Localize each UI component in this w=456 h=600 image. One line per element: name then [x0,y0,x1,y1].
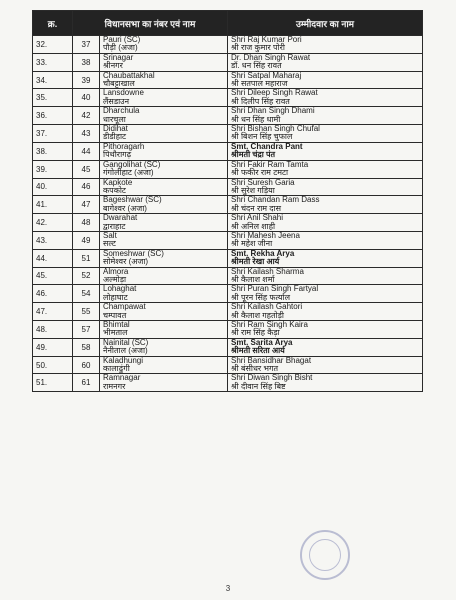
constituency-name-en: Ramnagar [103,373,141,383]
constituency-number: 54 [73,285,100,303]
table-row [33,196,423,214]
constituency-name-hi: डीडीहाट [103,132,127,142]
candidate-table [32,10,423,392]
table-row [33,142,423,160]
candidate-name [228,338,423,356]
candidate-name [228,36,423,54]
constituency-number: 45 [73,160,100,178]
constituency-name-hi: चौबट्टाखाल [103,79,135,89]
candidate-name-hi: श्री दिलीप सिंह रावत [231,96,290,106]
constituency-number: 49 [73,231,100,249]
constituency-name [100,125,228,143]
constituency-name [100,285,228,303]
constituency-name-hi: लैंसडाउन [103,96,130,106]
constituency-number: 47 [73,196,100,214]
constituency-name-en: Someshwar (SC) [103,249,164,258]
constituency-number: 61 [73,374,100,392]
constituency-name [100,214,228,232]
candidate-name-hi: श्री अनिल शाही [231,221,276,231]
constituency-name [100,303,228,321]
constituency-name [100,36,228,54]
candidate-name-hi: श्री बिशन सिंह चुफाल [231,132,293,142]
candidate-name-en: Dr. Dhan Singh Rawat [231,53,311,62]
candidate-name-en: Smt. Sarita Arya [231,338,293,347]
constituency-name-en: Nainital (SC) [103,338,149,347]
candidate-name [228,303,423,321]
constituency-number: 46 [73,178,100,196]
constituency-name-hi: भीमताल [103,328,128,338]
candidate-name-hi: श्री पूरन सिंह फर्त्याल [231,292,291,302]
row-sno: 47. [33,303,73,321]
header-candidate: उम्मीदवार का नाम [228,11,423,36]
row-sno: 50. [33,356,73,374]
constituency-name-hi: कालाढुंगी [103,364,130,374]
candidate-name [228,231,423,249]
constituency-name-en: Lohaghat [103,284,137,294]
constituency-number: 60 [73,356,100,374]
table-header-row [33,11,423,36]
constituency-number: 43 [73,125,100,143]
candidate-name-hi: श्री सुरेश गड़िया [231,185,275,195]
table-row [33,321,423,339]
table-row [33,53,423,71]
constituency-name-en: Srinagar [103,53,134,62]
table-row [33,71,423,89]
constituency-name-en: Lansdowne [103,88,144,98]
constituency-name-hi: धारचूला [103,114,126,124]
candidate-name-en: Shri Suresh Garia [231,178,295,187]
candidate-name [228,125,423,143]
candidate-name-hi: श्रीमती सरिता आर्य [231,346,285,356]
constituency-name-en: Champawat [103,302,146,312]
constituency-name-en: Gangolihat (SC) [103,160,161,169]
constituency-name-en: Kapkote [103,178,133,187]
table-row [33,303,423,321]
candidate-name-en: Shri Raj Kumar Pori [231,35,302,44]
constituency-name-en: Dwarahat [103,213,138,223]
row-sno: 39. [33,160,73,178]
candidate-name [228,285,423,303]
row-sno: 43. [33,231,73,249]
constituency-number: 58 [73,338,100,356]
constituency-name-hi: सल्ट [103,239,116,249]
candidate-name-en: Smt. Rekha Arya [231,249,295,258]
candidate-name-en: Shri Puran Singh Fartyal [231,284,319,294]
row-sno: 45. [33,267,73,285]
constituency-name-en: Pithoragarh [103,142,145,151]
candidate-name-hi: श्री सतपाल महाराज [231,79,288,89]
constituency-name [100,356,228,374]
candidate-name-en: Shri Satpal Maharaj [231,71,302,80]
candidate-name-en: Shri Fakir Ram Tamta [231,160,309,169]
row-sno: 49. [33,338,73,356]
table-row [33,36,423,54]
candidate-name-en: Shri Anil Shahi [231,213,284,223]
candidate-name-hi: श्री चंदन राम दास [231,203,282,213]
row-sno: 33. [33,53,73,71]
constituency-number: 55 [73,303,100,321]
candidate-name-en: Shri Kailash Sharma [231,267,304,276]
candidate-name-hi: श्री महेश जीना [231,239,273,249]
constituency-name [100,374,228,392]
table-row [33,89,423,107]
candidate-name-hi: श्रीमती चंद्रा पंत [231,150,276,160]
table-row [33,178,423,196]
constituency-number: 37 [73,36,100,54]
candidate-name-en: Shri Diwan Singh Bisht [231,373,313,383]
constituency-number: 39 [73,71,100,89]
constituency-name [100,178,228,196]
constituency-name [100,142,228,160]
constituency-name [100,338,228,356]
constituency-name-hi: चम्पावत [103,310,127,320]
table-row [33,160,423,178]
constituency-name [100,231,228,249]
constituency-name-en: Chaubattakhal [103,71,155,80]
candidate-name-hi: श्री धन सिंह धामी [231,114,281,124]
candidate-name [228,53,423,71]
office-stamp [300,530,350,580]
table-row [33,267,423,285]
candidate-name [228,142,423,160]
candidate-name [228,321,423,339]
candidate-name [228,214,423,232]
constituency-name-hi: कपकोट [103,185,126,195]
page-number: 3 [225,584,231,593]
constituency-name [100,71,228,89]
row-sno: 34. [33,71,73,89]
constituency-name-hi: सोमेश्वर (अजा) [103,257,149,267]
candidate-name-en: Shri Chandan Ram Dass [231,195,320,205]
constituency-number: 40 [73,89,100,107]
constituency-name-hi: गंगोलीहाट (अजा) [103,168,154,178]
candidate-name-hi: श्री दीवान सिंह बिष्ट [231,381,286,391]
constituency-name [100,107,228,125]
candidate-name-en: Shri Kailash Gahtori [231,302,303,312]
table-row [33,214,423,232]
candidate-name-hi: श्री कैलाश गहतोड़ी [231,310,284,320]
row-sno: 37. [33,125,73,143]
candidate-name-hi: श्री राम सिंह कैड़ा [231,328,280,338]
constituency-name-hi: पिथौरागढ़ [103,150,132,160]
row-sno: 35. [33,89,73,107]
header-sno: क्र. [33,11,73,36]
constituency-name-hi: रामनगर [103,381,126,391]
table-row [33,285,423,303]
candidate-name [228,178,423,196]
constituency-name [100,196,228,214]
constituency-name-hi: श्रीनगर [103,61,123,71]
constituency-name-en: Almora [103,267,129,276]
table-row [33,107,423,125]
constituency-name [100,53,228,71]
constituency-name-en: Bageshwar (SC) [103,195,162,205]
row-sno: 42. [33,214,73,232]
candidate-name-hi: श्री कैलाश शर्मा [231,274,275,284]
candidate-name-en: Shri Dileep Singh Rawat [231,88,318,98]
constituency-name [100,89,228,107]
constituency-name-hi: नैनीताल (अजा) [103,346,148,356]
constituency-name [100,249,228,267]
candidate-name [228,107,423,125]
candidate-name [228,160,423,178]
constituency-number: 38 [73,53,100,71]
candidate-name-en: Smt. Chandra Pant [231,142,303,151]
row-sno: 36. [33,107,73,125]
row-sno: 44. [33,249,73,267]
table-row [33,338,423,356]
table-row [33,356,423,374]
candidate-name [228,89,423,107]
candidate-name-en: Shri Bansidhar Bhagat [231,356,312,365]
candidate-name [228,249,423,267]
constituency-name [100,160,228,178]
candidate-name-en: Shri Mahesh Jeena [231,231,300,240]
constituency-number: 52 [73,267,100,285]
constituency-name-en: Didihat [103,124,128,134]
candidate-name [228,267,423,285]
table-row [33,374,423,392]
candidate-name-en: Shri Dhan Singh Dhami [231,106,315,116]
constituency-name-hi: लोहाघाट [103,292,128,302]
constituency-name [100,267,228,285]
candidate-name-en: Shri Bishan Singh Chufal [231,124,320,134]
constituency-number: 51 [73,249,100,267]
constituency-name-en: Dharchula [103,106,140,116]
constituency-number: 57 [73,321,100,339]
candidate-name [228,196,423,214]
candidate-name [228,374,423,392]
constituency-name-en: Bhimtal [103,320,130,329]
row-sno: 40. [33,178,73,196]
constituency-name-hi: पौड़ी (अजा) [103,43,138,53]
candidate-name [228,71,423,89]
row-sno: 48. [33,321,73,339]
candidate-name-hi: श्री राज कुमार पोरी [231,43,285,53]
table-row [33,125,423,143]
constituency-name-en: Pauri (SC) [103,35,141,44]
candidate-name-hi: डॉ. धन सिंह रावत [231,61,282,71]
row-sno: 38. [33,142,73,160]
row-sno: 46. [33,285,73,303]
constituency-name-en: Salt [103,231,117,240]
candidate-name-en: Shri Ram Singh Kaira [231,320,308,329]
candidate-name-hi: श्री फकीर राम टमटा [231,168,289,178]
constituency-number: 48 [73,214,100,232]
candidate-name [228,356,423,374]
constituency-number: 42 [73,107,100,125]
constituency-name-hi: अल्मोड़ा [103,274,127,284]
candidate-name-hi: श्रीमती रेखा आर्य [231,257,280,267]
row-sno: 51. [33,374,73,392]
candidate-name-hi: श्री बंसीधर भगत [231,364,279,374]
constituency-name [100,321,228,339]
constituency-number: 44 [73,142,100,160]
row-sno: 32. [33,36,73,54]
constituency-name-hi: बागेश्वर (अजा) [103,203,147,213]
header-constituency: विधानसभा का नंबर एवं नाम [73,11,228,36]
table-row [33,249,423,267]
row-sno: 41. [33,196,73,214]
constituency-name-en: Kaladhungi [103,356,144,365]
constituency-name-hi: द्वाराहाट [103,221,126,231]
table-row [33,231,423,249]
